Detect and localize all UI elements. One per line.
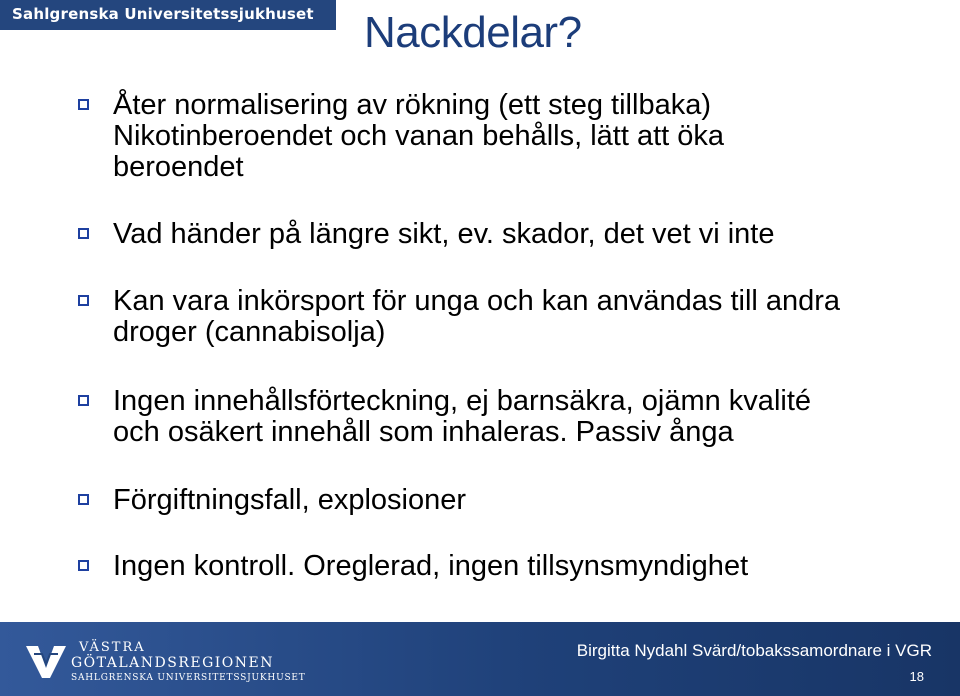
logo-text-gotalandsregionen: GÖTALANDSREGIONEN bbox=[71, 655, 274, 671]
slide-title: Nackdelar? bbox=[364, 8, 582, 57]
bullet-text: Ingen innehållsförteckning, ej barnsäkra, ojämn kvalité och osäkert innehåll som inhaleras. Passiv ånga bbox=[113, 385, 812, 448]
bullet-text: Kan vara inkörsport för unga och kan användas till andra droger (cannabisolja) bbox=[113, 285, 841, 348]
presenter-name: Birgitta Nydahl Svärd/tobakssamordnare i VGR bbox=[576, 641, 932, 660]
bullet-square-icon bbox=[78, 228, 89, 239]
footer-band bbox=[0, 622, 960, 696]
bullet-square-icon bbox=[78, 560, 89, 571]
logo-text-vastra: VÄSTRA bbox=[79, 640, 146, 655]
bullet-text: Ingen kontroll. Oreglerad, ingen tillsynsmyndighet bbox=[113, 550, 749, 582]
bullet-square-icon bbox=[78, 494, 89, 505]
bullet-text: Åter normalisering av rökning (ett steg tillbaka) Nikotinberoendet och vanan behålls, lätt att öka beroendet bbox=[113, 89, 725, 183]
logo-text-sahlgrenska: SAHLGRENSKA UNIVERSITETSSJUKHUSET bbox=[71, 673, 306, 683]
page-number: 18 bbox=[909, 669, 924, 684]
bullet-square-icon bbox=[78, 395, 89, 406]
bullet-square-icon bbox=[78, 295, 89, 306]
bullet-square-icon bbox=[78, 99, 89, 110]
bullet-text: Förgiftningsfall, explosioner bbox=[113, 484, 467, 516]
bullet-text: Vad händer på längre sikt, ev. skador, det vet vi inte bbox=[113, 218, 775, 250]
header-organization-name: Sahlgrenska Universitetssjukhuset bbox=[12, 5, 314, 23]
vgr-emblem-icon bbox=[24, 638, 68, 682]
